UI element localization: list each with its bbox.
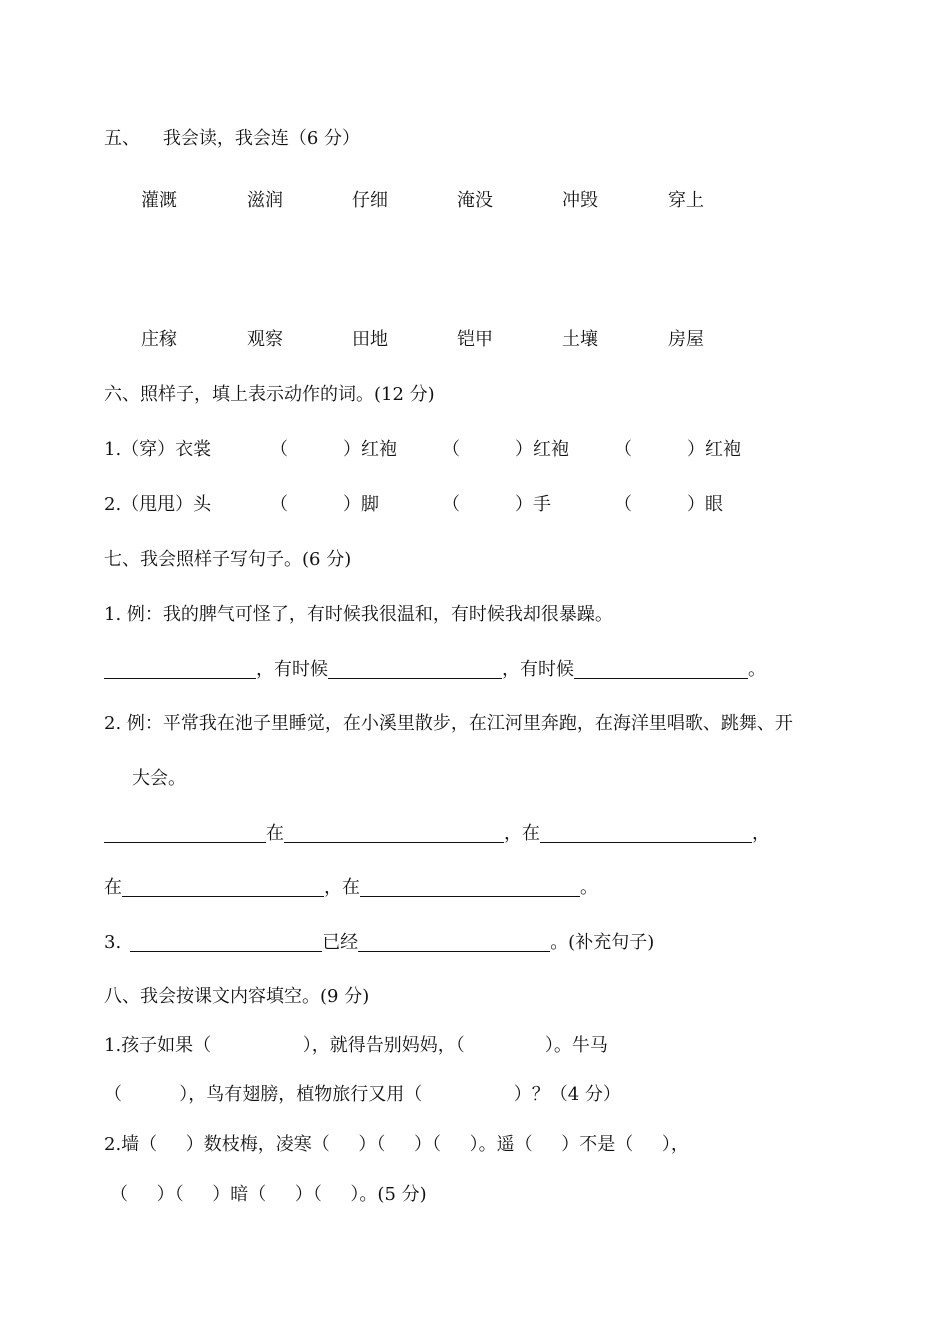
- word: 冲毁: [562, 190, 598, 211]
- text: ，: [752, 823, 770, 844]
- word: 土壤: [562, 329, 598, 350]
- fill-blank[interactable]: [122, 876, 324, 897]
- word: 房屋: [668, 329, 704, 350]
- text: ，在: [504, 823, 540, 844]
- text: 。: [580, 877, 598, 898]
- fill-blank[interactable]: [328, 658, 502, 679]
- s8-q2-line-2: （ ）（ ）暗（ ）（ ）。(5 分): [110, 1184, 427, 1205]
- text: 3.: [104, 932, 122, 953]
- paren-open: （: [270, 439, 288, 460]
- fill-blank[interactable]: [574, 658, 748, 679]
- word: 仔细: [352, 190, 388, 211]
- text: ，有时候: [256, 659, 328, 680]
- paren-open: （: [614, 439, 632, 460]
- text: ，有时候: [502, 659, 574, 680]
- fill-blank[interactable]: [130, 931, 322, 952]
- s5-title: 五、 我会读，我会连（6 分）: [104, 128, 361, 149]
- paren-open: （: [442, 439, 460, 460]
- blank-word: ）红袍: [515, 439, 569, 460]
- s8-q2-line-1: 2.墙（ ）数枝梅，凌寒（ ）（ ）（ ）。遥（ ）不是（ ），: [104, 1134, 689, 1155]
- text: 。: [748, 659, 766, 680]
- word: 灌溉: [141, 190, 177, 211]
- fill-blank[interactable]: [104, 822, 266, 843]
- word: 铠甲: [457, 329, 493, 350]
- s7-fill-line-3: [104, 876, 598, 900]
- word: 淹没: [457, 190, 493, 211]
- blank-word: ）脚: [343, 494, 379, 515]
- s7-example-2-cont: 大会。: [132, 768, 186, 789]
- word: 田地: [352, 329, 388, 350]
- fill-blank[interactable]: [360, 876, 580, 897]
- text: 在: [104, 877, 122, 898]
- text: 。(补充句子): [550, 932, 655, 953]
- s6-title: 六、照样子，填上表示动作的词。(12 分): [104, 384, 435, 405]
- fill-blank[interactable]: [284, 822, 504, 843]
- s8-q1-line-1: 1.孩子如果（ ），就得告别妈妈，（ ）。牛马: [104, 1035, 608, 1056]
- fill-blank[interactable]: [540, 822, 752, 843]
- text: 已经: [322, 932, 359, 953]
- text: 在: [266, 823, 284, 844]
- s7-title: 七、我会照样子写句子。(6 分): [104, 549, 352, 570]
- blank-word: ）红袍: [687, 439, 741, 460]
- s8-q1-line-2: （ ），鸟有翅膀，植物旅行又用（ ）？（4 分）: [104, 1084, 621, 1105]
- word: 穿上: [668, 190, 704, 211]
- blank-word: ）手: [515, 494, 551, 515]
- paren-open: （: [614, 494, 632, 515]
- s8-title: 八、我会按课文内容填空。(9 分): [104, 986, 370, 1007]
- s7-example-1: 1. 例：我的脾气可怪了，有时候我很温和，有时候我却很暴躁。: [104, 604, 613, 625]
- s7-fill-line-2: [104, 822, 770, 846]
- paren-open: （: [442, 494, 460, 515]
- s7-example-2: 2. 例：平常我在池子里睡觉，在小溪里散步，在江河里奔跑，在海洋里唱歌、跳舞、开: [104, 713, 793, 734]
- word: 滋润: [247, 190, 283, 211]
- s7-fill-line-4: [104, 931, 654, 955]
- word: 观察: [247, 329, 283, 350]
- blank-word: ）眼: [687, 494, 723, 515]
- example: 2.（甩甩）头: [104, 494, 212, 515]
- word: 庄稼: [141, 329, 177, 350]
- paren-open: （: [270, 494, 288, 515]
- fill-blank[interactable]: [358, 931, 550, 952]
- text: ，在: [324, 877, 360, 898]
- fill-blank[interactable]: [104, 658, 256, 679]
- example: 1.（穿）衣裳: [104, 439, 212, 460]
- blank-word: ）红袍: [343, 439, 397, 460]
- s7-fill-line-1: [104, 658, 766, 682]
